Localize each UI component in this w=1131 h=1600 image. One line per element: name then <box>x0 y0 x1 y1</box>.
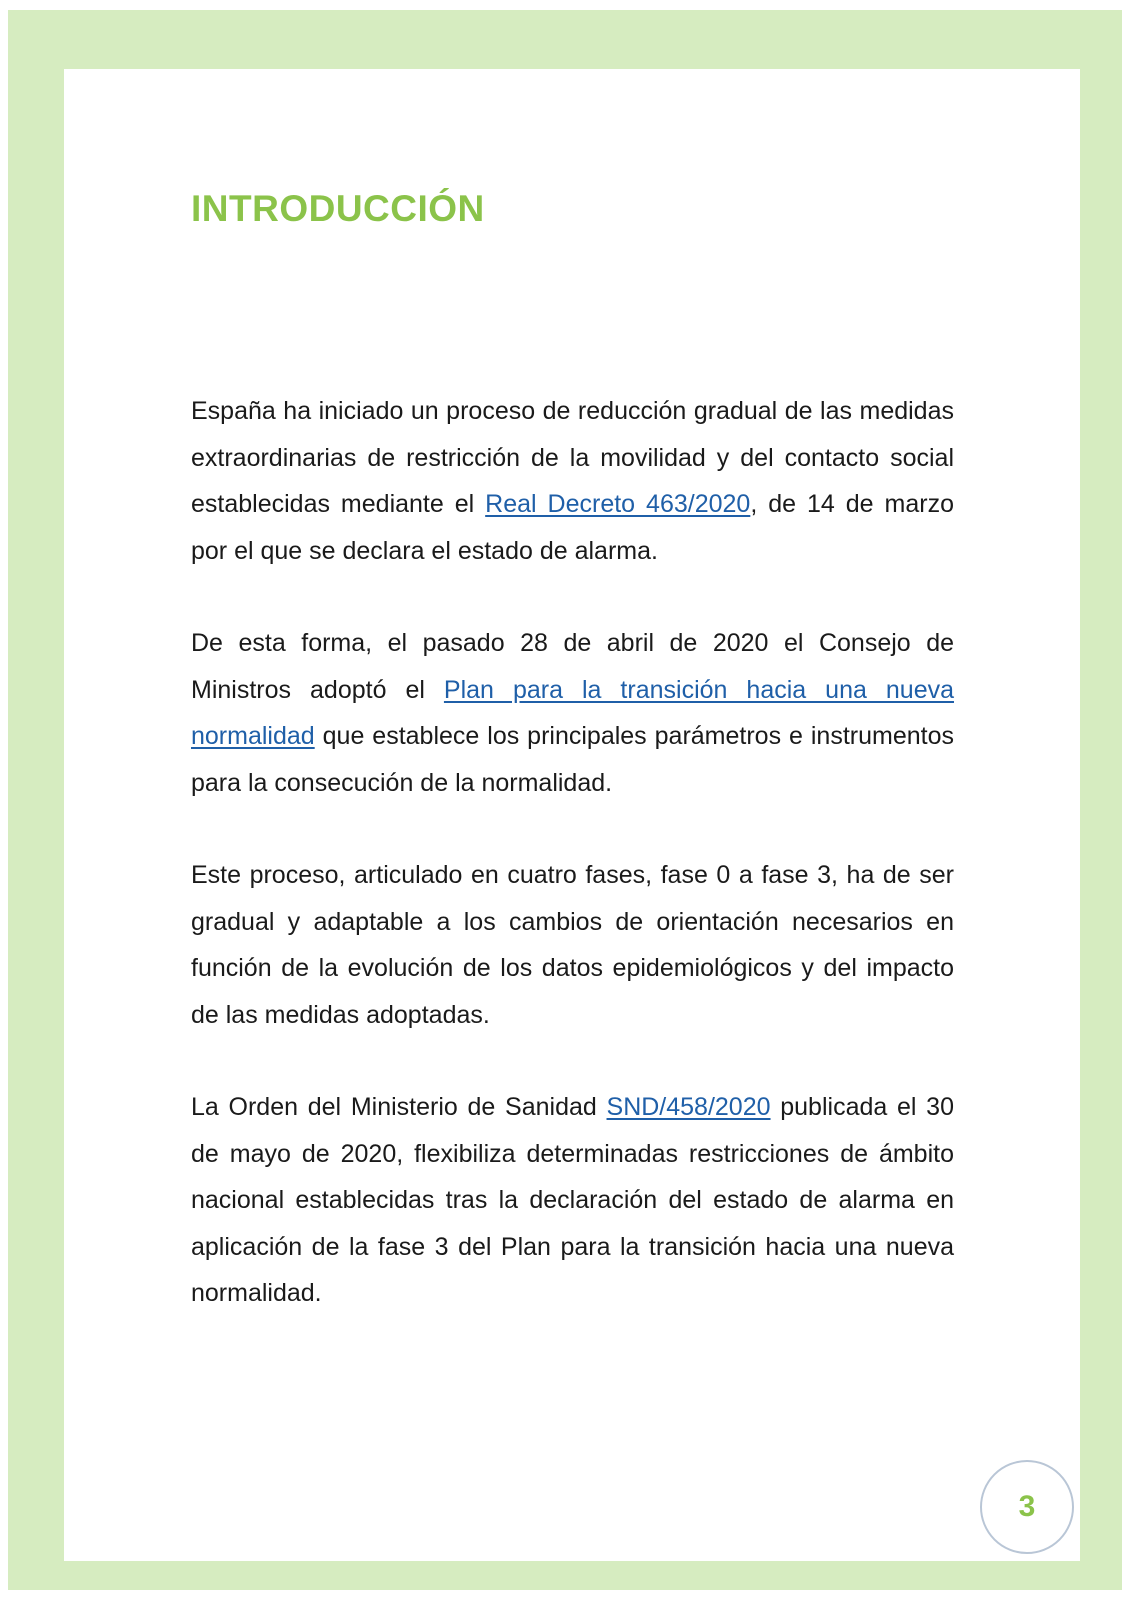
paragraph-text: España ha iniciado un proceso de reducción gradual de las medidas extraordinarias de restricción de la movilidad y del contacto social establecidas mediante el <box>191 397 954 518</box>
link-real-decreto[interactable]: Real Decreto 463/2020 <box>485 490 751 518</box>
paragraph-text: publicada el 30 de mayo de 2020, flexibiliza determinadas restricciones de ámbito nacional establecidas tras la declaración del estado de alarma en aplicación de la fase 3 del Plan para la transición hacia una nueva normalidad. <box>191 1093 954 1307</box>
page-number-badge <box>980 1460 1074 1554</box>
paragraph-text: La Orden del Ministerio de Sanidad <box>191 1093 607 1121</box>
paragraph-text: Este proceso, articulado en cuatro fases, fase 0 a fase 3, ha de ser gradual y adaptable a los cambios de orientación necesarios en función de la evolución de los datos epidemiológicos y del impacto de las medidas adoptadas. <box>191 861 954 1029</box>
link-orden-snd[interactable]: SND/458/2020 <box>606 1093 771 1121</box>
link-plan-transicion[interactable]: Plan para la transición hacia una nueva normalidad <box>191 675 954 750</box>
page-number: 3 <box>1018 1490 1036 1523</box>
paragraph-text: que establece los principales parámetros e instrumentos para la consecución de la normalidad. <box>191 722 954 797</box>
paragraph-text: , de 14 de marzo por el que se declara el estado de alarma. <box>191 490 954 565</box>
paragraph-1 <box>191 388 954 574</box>
document-body <box>191 388 954 1363</box>
paragraph-3 <box>191 852 954 1038</box>
paragraph-4 <box>191 1084 954 1317</box>
paragraph-2 <box>191 620 954 806</box>
page-title: INTRODUCCIÓN <box>191 188 485 229</box>
paragraph-text: De esta forma, el pasado 28 de abril de 2020 el Consejo de Ministros adoptó el <box>191 629 954 704</box>
